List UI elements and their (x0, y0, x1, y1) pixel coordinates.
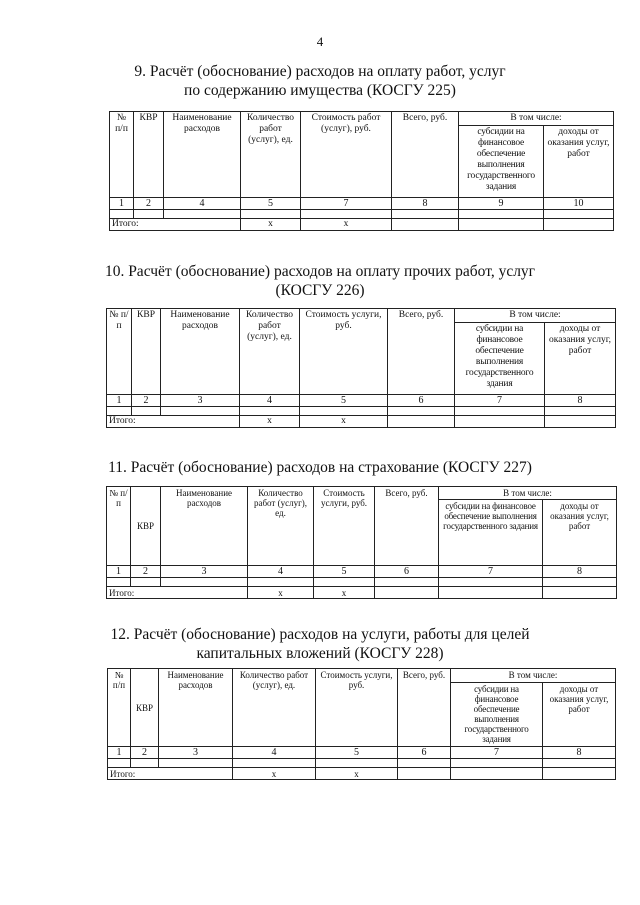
col-header-name: Наименование расходов (161, 487, 248, 566)
empty-cell (398, 759, 451, 768)
section-12-title (0, 625, 640, 663)
empty-cell (455, 407, 545, 416)
col-header-total: Всего, руб. (392, 112, 459, 198)
budget-table-226 (106, 308, 616, 428)
column-number: 10 (544, 198, 614, 210)
empty-row (107, 578, 617, 587)
total-row (107, 587, 617, 599)
column-number: 4 (240, 395, 300, 407)
column-number: 7 (455, 395, 545, 407)
col-header-cost: Стоимость работ (услуг), руб. (301, 112, 392, 198)
column-number: 9 (459, 198, 544, 210)
col-header-kvr: КВР (131, 669, 159, 747)
col-header-including: В том числе: (459, 112, 614, 126)
section-10-title (0, 262, 640, 300)
column-number: 8 (543, 566, 617, 578)
col-header-cost: Стоимость услуги, руб. (316, 669, 398, 747)
col-header-number: № п/п (107, 309, 132, 395)
empty-cell (545, 407, 616, 416)
column-number: 1 (110, 198, 134, 210)
column-number: 4 (233, 747, 316, 759)
column-number: 4 (248, 566, 314, 578)
empty-cell (388, 416, 455, 428)
empty-cell (545, 416, 616, 428)
total-label: Итого: (108, 768, 233, 780)
empty-cell (314, 578, 375, 587)
empty-cell (439, 578, 543, 587)
column-number: 6 (388, 395, 455, 407)
column-number: 7 (301, 198, 392, 210)
total-label: Итого: (107, 416, 240, 428)
empty-cell (164, 210, 241, 219)
empty-cell (375, 578, 439, 587)
section-title-line: 12. Расчёт (обоснование) расходов на услуги, работы для целей (110, 626, 530, 643)
column-number: 3 (159, 747, 233, 759)
column-number-row (107, 395, 616, 407)
col-header-subsidy: субсидии на финансовое обеспечение выполнения государственного задания (451, 683, 543, 747)
column-number: 7 (439, 566, 543, 578)
empty-cell (543, 587, 617, 599)
empty-cell (159, 759, 233, 768)
empty-cell (455, 416, 545, 428)
column-number: 2 (131, 566, 161, 578)
col-header-income: доходы от оказания услуг, работ (544, 126, 614, 198)
empty-cell (240, 407, 300, 416)
empty-cell (459, 210, 544, 219)
empty-cell (459, 219, 544, 231)
empty-cell (107, 578, 131, 587)
column-number: 1 (107, 395, 132, 407)
empty-row (110, 210, 614, 219)
empty-cell (107, 407, 132, 416)
column-number: 1 (107, 566, 131, 578)
column-number: 3 (161, 566, 248, 578)
empty-cell (132, 407, 161, 416)
empty-cell (544, 219, 614, 231)
total-label: Итого: (107, 587, 248, 599)
total-row (110, 219, 614, 231)
col-header-quantity: Количество работ (услуг), ед. (233, 669, 316, 747)
empty-cell (248, 578, 314, 587)
column-number: 4 (164, 198, 241, 210)
empty-cell (241, 210, 301, 219)
column-number: 6 (398, 747, 451, 759)
total-cost-mark: х (316, 768, 398, 780)
col-header-kvr: КВР (131, 487, 161, 566)
col-header-name: Наименование расходов (159, 669, 233, 747)
empty-cell (388, 407, 455, 416)
empty-cell (392, 219, 459, 231)
empty-cell (543, 578, 617, 587)
col-header-number: № п/п (108, 669, 131, 747)
budget-table-227 (106, 486, 617, 599)
col-header-kvr: КВР (132, 309, 161, 395)
total-quantity-mark: х (240, 416, 300, 428)
col-header-total: Всего, руб. (388, 309, 455, 395)
empty-cell (134, 210, 164, 219)
empty-cell (300, 407, 388, 416)
empty-row (108, 759, 616, 768)
total-row (107, 416, 616, 428)
total-cost-mark: х (314, 587, 375, 599)
col-header-subsidy: субсидии на финансовое обеспечение выполнения государственного задания (439, 500, 543, 566)
col-header-quantity: Количество работ (услуг), ед. (248, 487, 314, 566)
empty-cell (544, 210, 614, 219)
section-title-line: по содержанию имущества (КОСГУ 225) (184, 82, 456, 99)
section-title-line: 11. Расчёт (обоснование) расходов на страхование (КОСГУ 227) (108, 459, 532, 476)
budget-table-225 (109, 111, 614, 231)
empty-cell (161, 578, 248, 587)
empty-cell (451, 768, 543, 780)
column-number: 5 (300, 395, 388, 407)
column-number: 5 (314, 566, 375, 578)
col-header-name: Наименование расходов (161, 309, 240, 395)
section-title-line: 9. Расчёт (обоснование) расходов на оплату работ, услуг (134, 63, 506, 80)
column-number-row (108, 747, 616, 759)
empty-cell (398, 768, 451, 780)
column-number: 7 (451, 747, 543, 759)
column-number: 1 (108, 747, 131, 759)
empty-cell (439, 587, 543, 599)
empty-cell (233, 759, 316, 768)
col-header-including: В том числе: (439, 487, 617, 500)
column-number: 2 (134, 198, 164, 210)
empty-cell (131, 759, 159, 768)
col-header-total: Всего, руб. (375, 487, 439, 566)
total-quantity-mark: х (241, 219, 301, 231)
column-number: 8 (545, 395, 616, 407)
col-header-cost: Стоимость услуги, руб. (314, 487, 375, 566)
column-number: 8 (392, 198, 459, 210)
empty-cell (131, 578, 161, 587)
column-number: 3 (161, 395, 240, 407)
empty-cell (301, 210, 392, 219)
empty-row (107, 407, 616, 416)
col-header-including: В том числе: (451, 669, 616, 683)
section-title-line: 10. Расчёт (обоснование) расходов на оплату прочих работ, услуг (104, 263, 536, 280)
column-number: 2 (131, 747, 159, 759)
col-header-name: Наименование расходов (164, 112, 241, 198)
empty-cell (161, 407, 240, 416)
col-header-kvr: КВР (134, 112, 164, 198)
empty-cell (392, 210, 459, 219)
section-title-line: капитальных вложений (КОСГУ 228) (196, 645, 444, 662)
section-11-title (0, 458, 640, 477)
column-number: 5 (241, 198, 301, 210)
column-number: 8 (543, 747, 616, 759)
empty-cell (543, 768, 616, 780)
col-header-cost: Стоимость услуги, руб. (300, 309, 388, 395)
col-header-total: Всего, руб. (398, 669, 451, 747)
column-number-row (107, 566, 617, 578)
empty-cell (316, 759, 398, 768)
total-quantity-mark: х (248, 587, 314, 599)
col-header-quantity: Количество работ (услуг), ед. (240, 309, 300, 395)
section-9-title (0, 62, 640, 100)
col-header-income: доходы от оказания услуг, работ (543, 683, 616, 747)
total-quantity-mark: х (233, 768, 316, 780)
column-number: 6 (375, 566, 439, 578)
col-header-number: № п/п (110, 112, 134, 198)
column-number-row (110, 198, 614, 210)
page-number: 4 (316, 34, 324, 49)
empty-cell (108, 759, 131, 768)
empty-cell (375, 587, 439, 599)
total-cost-mark: х (301, 219, 392, 231)
col-header-subsidy: субсидии на финансовое обеспечение выполнения государственного задания (459, 126, 544, 198)
col-header-quantity: Количество работ (услуг), ед. (241, 112, 301, 198)
empty-cell (543, 759, 616, 768)
col-header-income: доходы от оказания услуг, работ (545, 323, 616, 395)
total-label: Итого: (110, 219, 241, 231)
column-number: 2 (132, 395, 161, 407)
column-number: 5 (316, 747, 398, 759)
total-cost-mark: х (300, 416, 388, 428)
empty-cell (451, 759, 543, 768)
col-header-number: № п/п (107, 487, 131, 566)
col-header-including: В том числе: (455, 309, 616, 323)
empty-cell (110, 210, 134, 219)
total-row (108, 768, 616, 780)
col-header-income: доходы от оказания услуг, работ (543, 500, 617, 566)
budget-table-228 (107, 668, 616, 780)
col-header-subsidy: субсидии на финансовое обеспечение выполнения государственного здания (455, 323, 545, 395)
section-title-line: (КОСГУ 226) (275, 282, 365, 299)
